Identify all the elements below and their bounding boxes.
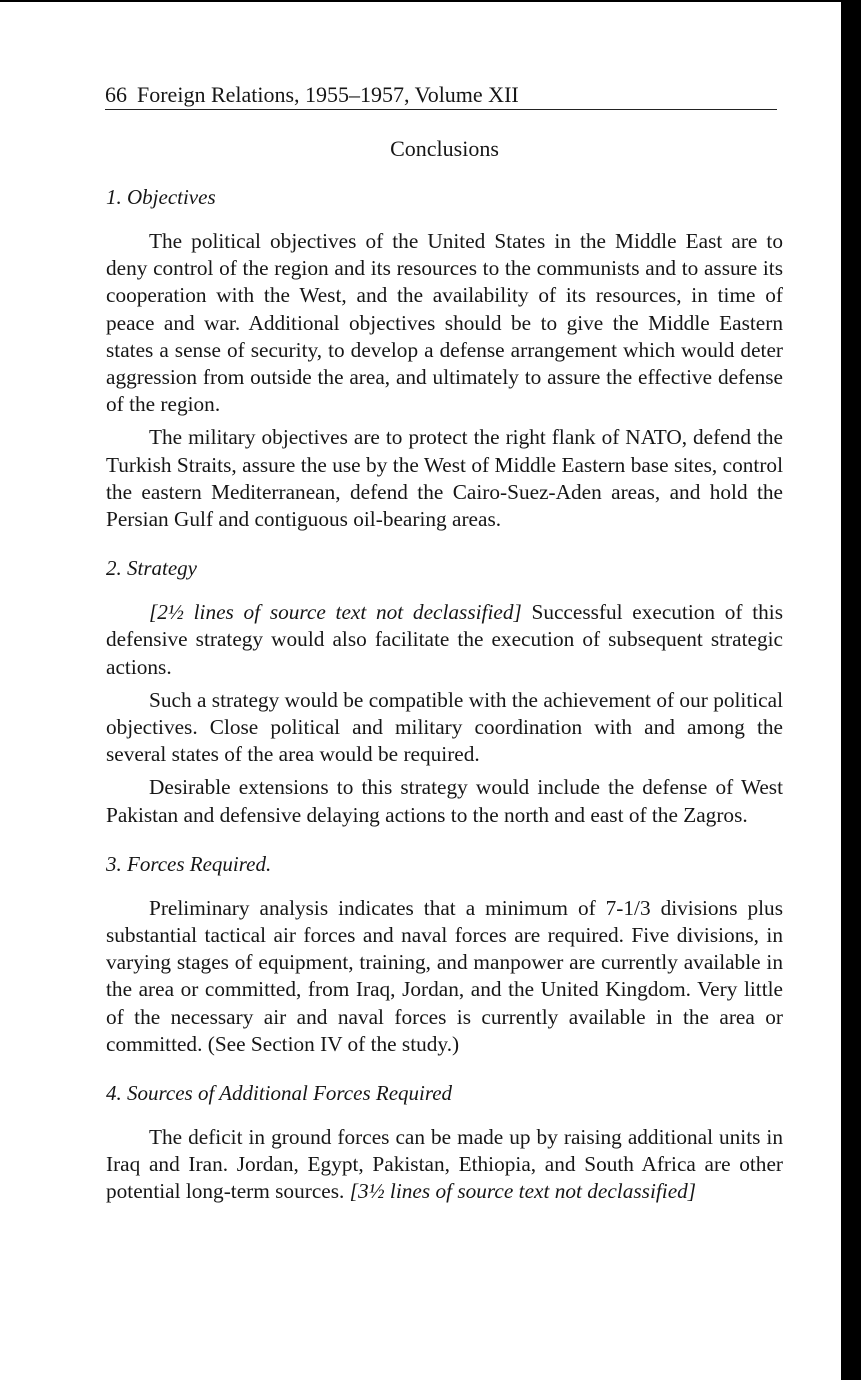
paragraph	[106, 599, 783, 681]
page-content	[106, 136, 783, 1206]
paragraph-text: The deficit in ground forces can be made up by raising additional units in Iraq and Iran. Jordan, Egypt, Pakistan, Ethiopia, and South Africa are other potential long-term sources.	[106, 1125, 783, 1204]
running-header	[105, 82, 777, 110]
section-heading-objectives: 1. Objectives	[106, 185, 216, 209]
page-number: 66	[105, 82, 127, 107]
section-heading-forces-required: 3. Forces Required.	[106, 851, 272, 876]
paragraph: The military objectives are to protect the right flank of NATO, defend the Turkish Straits, assure the use by the West of Middle Eastern base sites, control the eastern Mediterranean, defend the Cairo-Suez-Aden areas, and hold the Persian Gulf and contiguous oil-bearing areas.	[106, 425, 783, 532]
section-heading-additional-forces: 4. Sources of Additional Forces Required	[106, 1081, 453, 1106]
page-title: Conclusions	[390, 136, 499, 161]
editorial-note: [2½ lines of source text not declassified]	[149, 600, 522, 625]
paragraph-text: Successful execution of this defensive strategy would also facilitate the execution of subsequent strategic actions.	[106, 600, 783, 679]
editorial-note: [3½ lines of source text not declassified]	[349, 1179, 697, 1204]
paragraph: The political objectives of the United States in the Middle East are to deny control of the region and its resources to the communists and to assure its cooperation with the West, and the availability of its resources, in time of peace and war. Additional objectives should be to give the Middle Eastern states a sense of security, to develop a defense arrangement which would deter aggression from outside the area, and ultimately to assure the effective defense of the region.	[106, 229, 783, 417]
running-title: Foreign Relations, 1955–1957, Volume XII	[137, 82, 519, 107]
right-page-edge	[841, 0, 861, 1380]
section-heading-strategy: 2. Strategy	[106, 556, 197, 581]
paragraph: Desirable extensions to this strategy would include the defense of West Pakistan and defensive delaying actions to the north and east of the Zagros.	[106, 775, 783, 827]
paragraph: Preliminary analysis indicates that a minimum of 7-1/3 divisions plus substantial tactical air forces and naval forces are required. Five divisions, in varying stages of equipment, training, and manpower are currently available in the area or committed, from Iraq, Jordan, and the United Kingdom. Very little of the necessary air and naval forces is currently available in the area or committed. (See Section IV of the study.)	[106, 895, 783, 1056]
paragraph: Such a strategy would be compatible with the achievement of our political objectives. Close political and military coordination with and among the several states of the area would be required.	[106, 687, 783, 767]
paragraph	[106, 1124, 783, 1206]
top-border	[0, 0, 861, 2]
